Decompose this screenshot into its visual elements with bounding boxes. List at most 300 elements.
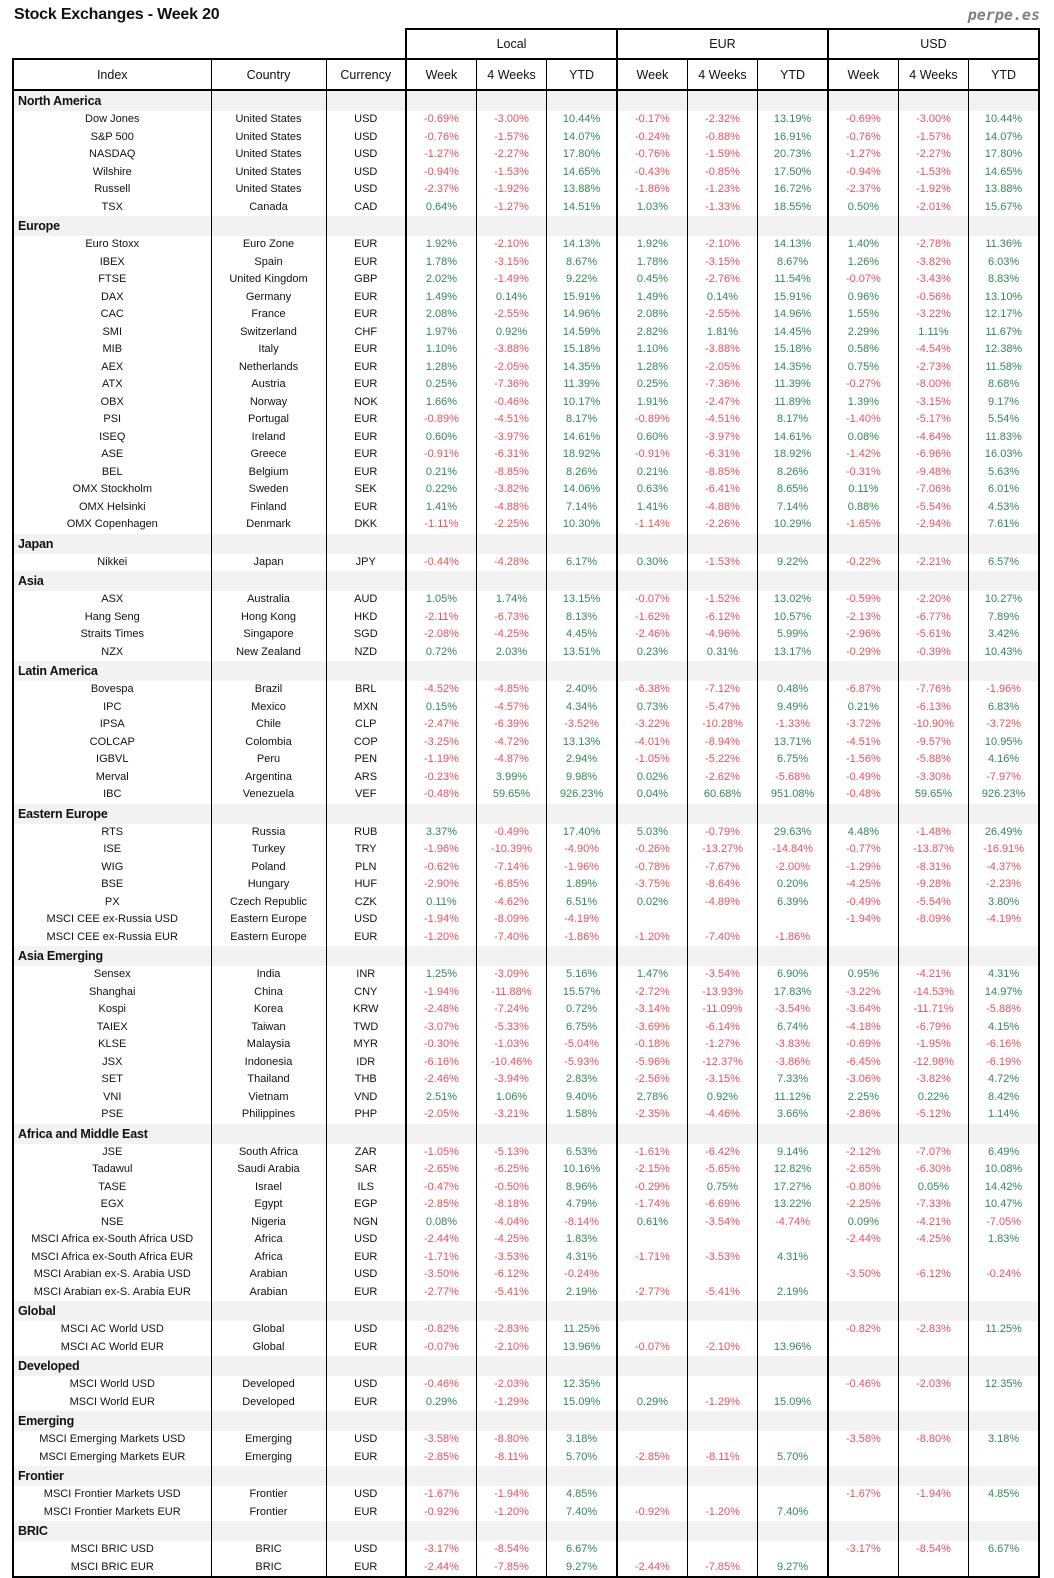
country-name: Ireland bbox=[211, 429, 326, 447]
value-cell: -2.77% bbox=[406, 1284, 476, 1302]
value-cell: 6.39% bbox=[758, 894, 828, 912]
value-cell: 13.71% bbox=[758, 734, 828, 752]
value-cell: -0.47% bbox=[406, 1179, 476, 1197]
value-cell bbox=[758, 1486, 828, 1504]
section-filler-cell bbox=[547, 1466, 617, 1486]
section-filler-cell bbox=[326, 1521, 406, 1541]
value-cell: -0.76% bbox=[828, 129, 898, 147]
value-cell: 13.02% bbox=[758, 591, 828, 609]
column-header-index: Index bbox=[13, 59, 211, 90]
value-cell: -4.96% bbox=[687, 626, 757, 644]
value-cell: -6.16% bbox=[406, 1054, 476, 1072]
value-cell: 0.25% bbox=[617, 376, 687, 394]
country-name: Singapore bbox=[211, 626, 326, 644]
section-header-row bbox=[13, 571, 1039, 591]
value-cell: -0.39% bbox=[898, 644, 968, 662]
index-name: Euro Stoxx bbox=[13, 236, 211, 254]
country-name: Argentina bbox=[211, 769, 326, 787]
value-cell: -7.24% bbox=[476, 1001, 546, 1019]
value-cell: 0.04% bbox=[617, 786, 687, 804]
value-cell: 1.74% bbox=[476, 591, 546, 609]
country-name: Sweden bbox=[211, 481, 326, 499]
value-cell: -5.13% bbox=[476, 1144, 546, 1162]
column-header-local-week: Week bbox=[406, 59, 476, 90]
value-cell: -0.07% bbox=[828, 271, 898, 289]
value-cell: 1.25% bbox=[406, 966, 476, 984]
stock-exchanges-table bbox=[12, 28, 1040, 1578]
value-cell: -1.14% bbox=[617, 516, 687, 534]
value-cell: -0.76% bbox=[406, 129, 476, 147]
value-cell: -1.67% bbox=[828, 1486, 898, 1504]
value-cell: -6.30% bbox=[898, 1161, 968, 1179]
section-filler-cell bbox=[758, 1466, 828, 1486]
value-cell: -2.85% bbox=[617, 1449, 687, 1467]
value-cell: -3.72% bbox=[828, 716, 898, 734]
value-cell: -6.25% bbox=[476, 1161, 546, 1179]
value-cell: 2.29% bbox=[828, 324, 898, 342]
value-cell: -5.88% bbox=[969, 1001, 1039, 1019]
currency-code: USD bbox=[326, 164, 406, 182]
value-cell: 2.25% bbox=[828, 1089, 898, 1107]
table-row bbox=[13, 1486, 1039, 1504]
section-filler-cell bbox=[758, 1356, 828, 1376]
section-title: Frontier bbox=[13, 1466, 211, 1486]
value-cell: -3.30% bbox=[898, 769, 968, 787]
value-cell bbox=[898, 1559, 968, 1578]
section-filler-cell bbox=[969, 804, 1039, 824]
value-cell: -3.64% bbox=[828, 1001, 898, 1019]
value-cell: 2.51% bbox=[406, 1089, 476, 1107]
value-cell: 2.94% bbox=[547, 751, 617, 769]
value-cell bbox=[828, 1449, 898, 1467]
section-filler-cell bbox=[758, 216, 828, 236]
value-cell: 8.17% bbox=[547, 411, 617, 429]
section-filler-cell bbox=[898, 1301, 968, 1321]
value-cell: 14.42% bbox=[969, 1179, 1039, 1197]
section-filler-cell bbox=[211, 946, 326, 966]
section-filler-cell bbox=[687, 661, 757, 681]
value-cell: -4.25% bbox=[828, 876, 898, 894]
value-cell: -3.83% bbox=[758, 1036, 828, 1054]
value-cell bbox=[617, 1266, 687, 1284]
section-filler-cell bbox=[326, 946, 406, 966]
section-filler-cell bbox=[898, 216, 968, 236]
value-cell: -8.80% bbox=[476, 1431, 546, 1449]
value-cell: 1.47% bbox=[617, 966, 687, 984]
table-row bbox=[13, 1196, 1039, 1214]
value-cell: -3.72% bbox=[969, 716, 1039, 734]
value-cell: -4.64% bbox=[898, 429, 968, 447]
country-name: United States bbox=[211, 146, 326, 164]
value-cell: -1.94% bbox=[406, 911, 476, 929]
value-cell: 4.53% bbox=[969, 499, 1039, 517]
value-cell: -2.03% bbox=[898, 1376, 968, 1394]
country-name: Developed bbox=[211, 1394, 326, 1412]
index-name: NZX bbox=[13, 644, 211, 662]
value-cell: 16.72% bbox=[758, 181, 828, 199]
value-cell: 2.82% bbox=[617, 324, 687, 342]
value-cell: 0.64% bbox=[406, 199, 476, 217]
index-name: Nikkei bbox=[13, 554, 211, 572]
value-cell: 0.75% bbox=[828, 359, 898, 377]
value-cell: 14.51% bbox=[547, 199, 617, 217]
value-cell: -8.85% bbox=[476, 464, 546, 482]
value-cell: -1.62% bbox=[617, 609, 687, 627]
table-row bbox=[13, 254, 1039, 272]
section-filler-cell bbox=[547, 946, 617, 966]
section-filler-cell bbox=[326, 1411, 406, 1431]
value-cell: 12.17% bbox=[969, 306, 1039, 324]
value-cell: 6.17% bbox=[547, 554, 617, 572]
value-cell: 59.65% bbox=[476, 786, 546, 804]
section-header-row bbox=[13, 216, 1039, 236]
currency-code: DKK bbox=[326, 516, 406, 534]
section-filler-cell bbox=[898, 1466, 968, 1486]
country-name: Colombia bbox=[211, 734, 326, 752]
table-row bbox=[13, 929, 1039, 947]
value-cell: -2.32% bbox=[687, 111, 757, 129]
value-cell: 0.88% bbox=[828, 499, 898, 517]
currency-code: ZAR bbox=[326, 1144, 406, 1162]
value-cell: 5.16% bbox=[547, 966, 617, 984]
value-cell: -2.21% bbox=[898, 554, 968, 572]
value-cell: -9.28% bbox=[898, 876, 968, 894]
index-name: Wilshire bbox=[13, 164, 211, 182]
value-cell: 18.92% bbox=[758, 446, 828, 464]
value-cell: -2.46% bbox=[406, 1071, 476, 1089]
value-cell: -1.57% bbox=[898, 129, 968, 147]
value-cell: -0.59% bbox=[828, 591, 898, 609]
value-cell: 13.96% bbox=[758, 1339, 828, 1357]
currency-code: AUD bbox=[326, 591, 406, 609]
index-name: MSCI AC World USD bbox=[13, 1321, 211, 1339]
value-cell: -13.87% bbox=[898, 841, 968, 859]
value-cell: 0.58% bbox=[828, 341, 898, 359]
value-cell bbox=[687, 1321, 757, 1339]
currency-code: EUR bbox=[326, 929, 406, 947]
value-cell: 11.36% bbox=[969, 236, 1039, 254]
value-cell: 6.83% bbox=[969, 699, 1039, 717]
section-title: BRIC bbox=[13, 1521, 211, 1541]
value-cell: -1.86% bbox=[617, 181, 687, 199]
currency-code: EUR bbox=[326, 429, 406, 447]
value-cell: -4.51% bbox=[687, 411, 757, 429]
index-name: Dow Jones bbox=[13, 111, 211, 129]
value-cell: 14.61% bbox=[758, 429, 828, 447]
table-row bbox=[13, 1394, 1039, 1412]
value-cell: 6.90% bbox=[758, 966, 828, 984]
table-row bbox=[13, 1321, 1039, 1339]
value-cell: 10.44% bbox=[969, 111, 1039, 129]
value-cell: -0.49% bbox=[476, 824, 546, 842]
value-cell: 10.27% bbox=[969, 591, 1039, 609]
value-cell: 1.41% bbox=[617, 499, 687, 517]
table-row bbox=[13, 1214, 1039, 1232]
value-cell: 1.83% bbox=[547, 1231, 617, 1249]
section-title: Asia bbox=[13, 571, 211, 591]
value-cell: -3.00% bbox=[898, 111, 968, 129]
value-cell bbox=[758, 1541, 828, 1559]
value-cell: 12.35% bbox=[547, 1376, 617, 1394]
value-cell: -1.57% bbox=[476, 129, 546, 147]
country-name: Global bbox=[211, 1339, 326, 1357]
value-cell: -9.48% bbox=[898, 464, 968, 482]
index-name: TAIEX bbox=[13, 1019, 211, 1037]
index-name: JSX bbox=[13, 1054, 211, 1072]
value-cell: 10.47% bbox=[969, 1196, 1039, 1214]
value-cell: -0.07% bbox=[406, 1339, 476, 1357]
table-row bbox=[13, 1144, 1039, 1162]
value-cell: -0.17% bbox=[617, 111, 687, 129]
currency-code: USD bbox=[326, 1266, 406, 1284]
index-name: PX bbox=[13, 894, 211, 912]
table-row bbox=[13, 824, 1039, 842]
value-cell: -3.58% bbox=[406, 1431, 476, 1449]
section-filler-cell bbox=[547, 571, 617, 591]
section-filler-cell bbox=[406, 534, 476, 554]
value-cell: 13.22% bbox=[758, 1196, 828, 1214]
index-name: CAC bbox=[13, 306, 211, 324]
section-filler-cell bbox=[211, 661, 326, 681]
value-cell: 60.68% bbox=[687, 786, 757, 804]
value-cell: -3.94% bbox=[476, 1071, 546, 1089]
value-cell: -6.42% bbox=[687, 1144, 757, 1162]
value-cell: 1.97% bbox=[406, 324, 476, 342]
value-cell: -3.22% bbox=[898, 306, 968, 324]
section-filler-cell bbox=[406, 661, 476, 681]
value-cell: -11.71% bbox=[898, 1001, 968, 1019]
value-cell: 11.12% bbox=[758, 1089, 828, 1107]
value-cell: -2.65% bbox=[828, 1161, 898, 1179]
value-cell: -1.96% bbox=[547, 859, 617, 877]
table-row bbox=[13, 734, 1039, 752]
country-name: Frontier bbox=[211, 1486, 326, 1504]
value-cell: -1.96% bbox=[406, 841, 476, 859]
value-cell: -1.95% bbox=[898, 1036, 968, 1054]
value-cell: -2.05% bbox=[476, 359, 546, 377]
value-cell bbox=[687, 1486, 757, 1504]
value-cell: -6.38% bbox=[617, 681, 687, 699]
value-cell: -1.59% bbox=[687, 146, 757, 164]
country-name: Poland bbox=[211, 859, 326, 877]
value-cell: -4.72% bbox=[476, 734, 546, 752]
value-cell: 1.40% bbox=[828, 236, 898, 254]
currency-code: EUR bbox=[326, 236, 406, 254]
column-header-usd-ytd: YTD bbox=[969, 59, 1039, 90]
value-cell: -4.88% bbox=[687, 499, 757, 517]
value-cell: 0.23% bbox=[617, 644, 687, 662]
value-cell: 2.83% bbox=[547, 1071, 617, 1089]
currency-code: GBP bbox=[326, 271, 406, 289]
value-cell: -2.27% bbox=[476, 146, 546, 164]
country-name: United States bbox=[211, 111, 326, 129]
value-cell: -5.96% bbox=[617, 1054, 687, 1072]
value-cell: 10.17% bbox=[547, 394, 617, 412]
value-cell bbox=[828, 1394, 898, 1412]
value-cell: -0.49% bbox=[828, 894, 898, 912]
value-cell bbox=[969, 1504, 1039, 1522]
value-cell: 1.03% bbox=[617, 199, 687, 217]
section-filler-cell bbox=[326, 534, 406, 554]
index-name: Merval bbox=[13, 769, 211, 787]
value-cell: 15.57% bbox=[547, 984, 617, 1002]
value-cell: -4.52% bbox=[406, 681, 476, 699]
value-cell: -6.12% bbox=[898, 1266, 968, 1284]
value-cell: 0.21% bbox=[617, 464, 687, 482]
value-cell: 4.34% bbox=[547, 699, 617, 717]
section-filler-cell bbox=[758, 661, 828, 681]
value-cell: 14.13% bbox=[758, 236, 828, 254]
country-name: Greece bbox=[211, 446, 326, 464]
index-name: Russell bbox=[13, 181, 211, 199]
value-cell: -1.71% bbox=[406, 1249, 476, 1267]
table-row bbox=[13, 1106, 1039, 1124]
value-cell: -6.77% bbox=[898, 609, 968, 627]
value-cell: -8.11% bbox=[476, 1449, 546, 1467]
section-filler-cell bbox=[547, 534, 617, 554]
value-cell: 8.26% bbox=[547, 464, 617, 482]
section-filler-cell bbox=[476, 571, 546, 591]
value-cell: 0.09% bbox=[828, 1214, 898, 1232]
value-cell: -7.06% bbox=[898, 481, 968, 499]
value-cell: -2.62% bbox=[687, 769, 757, 787]
value-cell: 0.02% bbox=[617, 769, 687, 787]
value-cell: 11.25% bbox=[547, 1321, 617, 1339]
currency-code: EUR bbox=[326, 1449, 406, 1467]
value-cell: -0.89% bbox=[617, 411, 687, 429]
section-filler-cell bbox=[406, 571, 476, 591]
index-name: MSCI CEE ex-Russia USD bbox=[13, 911, 211, 929]
value-cell: -5.68% bbox=[758, 769, 828, 787]
value-cell: -2.76% bbox=[687, 271, 757, 289]
table-row bbox=[13, 1339, 1039, 1357]
value-cell: 17.80% bbox=[547, 146, 617, 164]
value-cell: 926.23% bbox=[969, 786, 1039, 804]
value-cell: -13.93% bbox=[687, 984, 757, 1002]
value-cell: 7.40% bbox=[547, 1504, 617, 1522]
value-cell: -3.09% bbox=[476, 966, 546, 984]
value-cell: -2.00% bbox=[758, 859, 828, 877]
country-name: United Kingdom bbox=[211, 271, 326, 289]
value-cell: -3.52% bbox=[547, 716, 617, 734]
value-cell: 0.05% bbox=[898, 1179, 968, 1197]
currency-code: CAD bbox=[326, 199, 406, 217]
value-cell bbox=[617, 1321, 687, 1339]
value-cell: -0.77% bbox=[828, 841, 898, 859]
value-cell: -4.74% bbox=[758, 1214, 828, 1232]
value-cell: 0.21% bbox=[406, 464, 476, 482]
section-filler-cell bbox=[687, 1521, 757, 1541]
value-cell: 4.15% bbox=[969, 1019, 1039, 1037]
value-cell: -3.53% bbox=[476, 1249, 546, 1267]
currency-code: KRW bbox=[326, 1001, 406, 1019]
country-name: Malaysia bbox=[211, 1036, 326, 1054]
value-cell: -0.76% bbox=[617, 146, 687, 164]
value-cell bbox=[758, 911, 828, 929]
value-cell: -4.57% bbox=[476, 699, 546, 717]
value-cell: 0.22% bbox=[406, 481, 476, 499]
index-name: SET bbox=[13, 1071, 211, 1089]
section-filler-cell bbox=[326, 804, 406, 824]
value-cell: 15.67% bbox=[969, 199, 1039, 217]
value-cell: -2.55% bbox=[687, 306, 757, 324]
currency-code: USD bbox=[326, 911, 406, 929]
country-name: Peru bbox=[211, 751, 326, 769]
value-cell: 14.65% bbox=[969, 164, 1039, 182]
value-cell: 7.40% bbox=[758, 1504, 828, 1522]
value-cell: -4.88% bbox=[476, 499, 546, 517]
value-cell: -16.91% bbox=[969, 841, 1039, 859]
table-row bbox=[13, 554, 1039, 572]
value-cell: 11.39% bbox=[758, 376, 828, 394]
currency-code: RUB bbox=[326, 824, 406, 842]
value-cell: -2.13% bbox=[828, 609, 898, 627]
country-name: Thailand bbox=[211, 1071, 326, 1089]
table-row bbox=[13, 499, 1039, 517]
value-cell: -0.82% bbox=[406, 1321, 476, 1339]
value-cell bbox=[898, 1394, 968, 1412]
currency-code: EUR bbox=[326, 464, 406, 482]
country-name: Hungary bbox=[211, 876, 326, 894]
value-cell: -7.05% bbox=[969, 1214, 1039, 1232]
section-filler-cell bbox=[211, 1521, 326, 1541]
value-cell: 9.17% bbox=[969, 394, 1039, 412]
value-cell: 8.65% bbox=[758, 481, 828, 499]
value-cell: 1.55% bbox=[828, 306, 898, 324]
value-cell bbox=[898, 929, 968, 947]
value-cell: -1.33% bbox=[687, 199, 757, 217]
value-cell: -2.20% bbox=[898, 591, 968, 609]
value-cell: -2.37% bbox=[406, 181, 476, 199]
section-title: Japan bbox=[13, 534, 211, 554]
value-cell: 15.18% bbox=[547, 341, 617, 359]
value-cell: -5.88% bbox=[898, 751, 968, 769]
value-cell: 8.96% bbox=[547, 1179, 617, 1197]
value-cell: 1.26% bbox=[828, 254, 898, 272]
value-cell: -7.14% bbox=[476, 859, 546, 877]
value-cell: 59.65% bbox=[898, 786, 968, 804]
column-header-local-ytd: YTD bbox=[547, 59, 617, 90]
value-cell: 0.02% bbox=[617, 894, 687, 912]
value-cell: -2.86% bbox=[828, 1106, 898, 1124]
value-cell: -0.85% bbox=[687, 164, 757, 182]
value-cell: -5.12% bbox=[898, 1106, 968, 1124]
value-cell: -6.79% bbox=[898, 1019, 968, 1037]
country-name: Hong Kong bbox=[211, 609, 326, 627]
value-cell: 14.13% bbox=[547, 236, 617, 254]
section-filler-cell bbox=[326, 1356, 406, 1376]
table-row bbox=[13, 1266, 1039, 1284]
value-cell bbox=[828, 1559, 898, 1578]
table-row bbox=[13, 271, 1039, 289]
currency-code: CZK bbox=[326, 894, 406, 912]
value-cell: -1.86% bbox=[758, 929, 828, 947]
currency-code: BRL bbox=[326, 681, 406, 699]
value-cell: 6.67% bbox=[547, 1541, 617, 1559]
section-filler-cell bbox=[758, 1411, 828, 1431]
value-cell: -1.27% bbox=[687, 1036, 757, 1054]
value-cell: -6.16% bbox=[969, 1036, 1039, 1054]
value-cell: -0.23% bbox=[406, 769, 476, 787]
value-cell: 0.30% bbox=[617, 554, 687, 572]
value-cell: 0.11% bbox=[406, 894, 476, 912]
value-cell: -0.18% bbox=[617, 1036, 687, 1054]
value-cell: -5.65% bbox=[687, 1161, 757, 1179]
section-filler-cell bbox=[547, 1521, 617, 1541]
country-name: Arabian bbox=[211, 1266, 326, 1284]
table-row bbox=[13, 1001, 1039, 1019]
index-name: SMI bbox=[13, 324, 211, 342]
